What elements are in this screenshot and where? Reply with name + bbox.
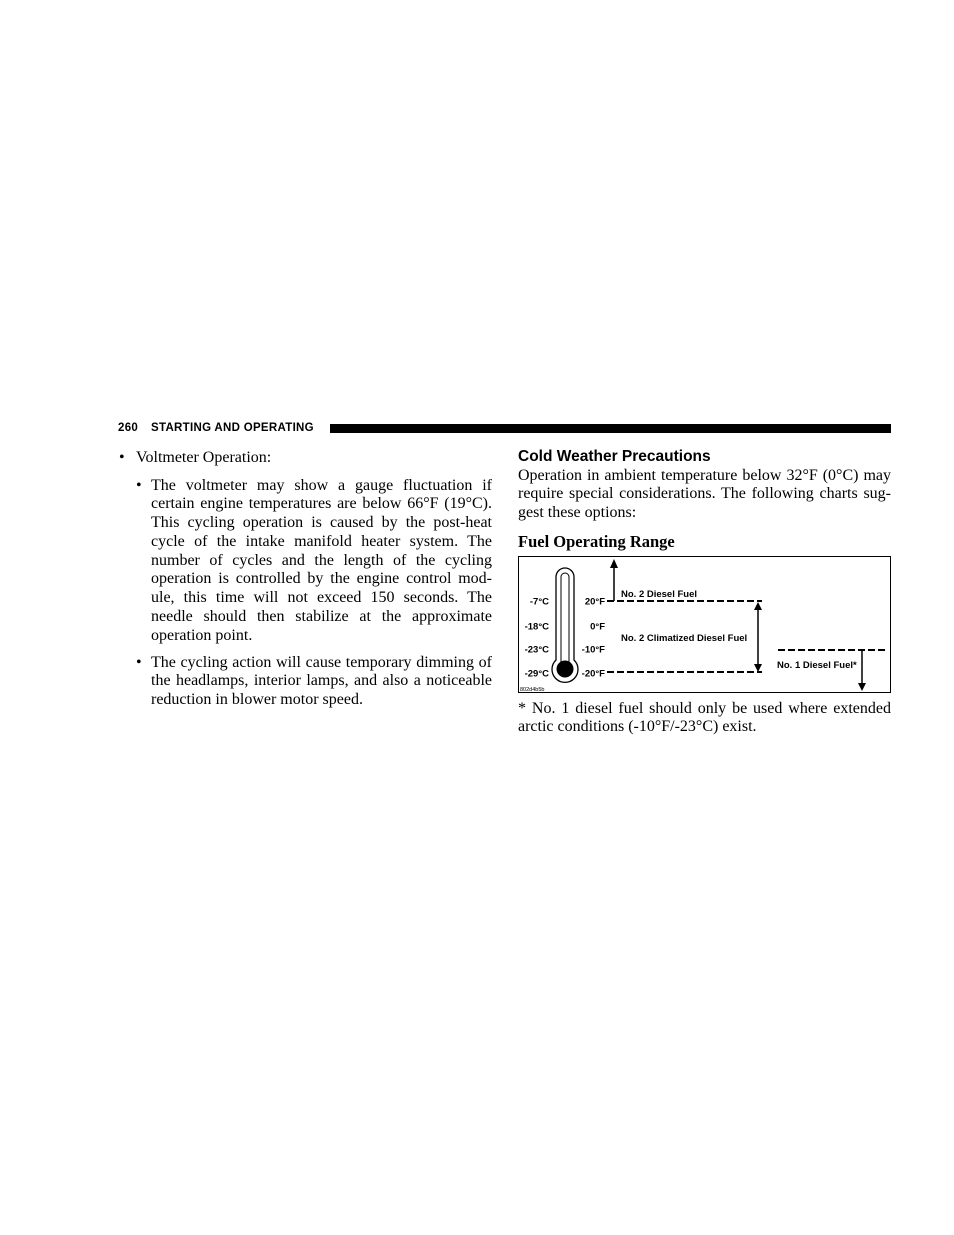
body-text-line: certain engine temperatures are below 66°F (19°C). bbox=[151, 495, 492, 513]
sub-bullet-marker: • bbox=[136, 653, 142, 671]
body-text-line: the headlamps, interior lamps, and also a noticeable bbox=[151, 672, 492, 690]
fuel-no2-climatized-label: No. 2 Climatized Diesel Fuel bbox=[621, 633, 748, 644]
fahrenheit-label: 0°F bbox=[590, 621, 605, 633]
fuel-no2-label: No. 2 Diesel Fuel bbox=[621, 589, 698, 600]
subheading: Fuel Operating Range bbox=[518, 532, 675, 551]
celsius-label: -18°C bbox=[524, 621, 549, 633]
fuel-no1-label: No. 1 Diesel Fuel* bbox=[777, 660, 857, 671]
body-text-line: Operation in ambient temperature below 32°F (0°C) may bbox=[518, 466, 891, 484]
bullet-voltmeter-operation: Voltmeter Operation: bbox=[136, 449, 272, 466]
celsius-label: -29°C bbox=[524, 668, 549, 680]
celsius-label: -7°C bbox=[529, 596, 549, 608]
footnote bbox=[518, 700, 891, 738]
body-text-line: arctic conditions (-10°F/-23°C) exist. bbox=[518, 718, 757, 736]
voltmeter-fluctuation-paragraph bbox=[151, 477, 492, 646]
figure-code: 802d4b5b bbox=[520, 687, 545, 693]
header-rule bbox=[330, 424, 891, 433]
celsius-label: -23°C bbox=[524, 644, 549, 656]
sub-bullet-marker: • bbox=[136, 476, 142, 494]
body-text-line: This cycling operation is caused by the post-heat bbox=[151, 514, 492, 532]
fahrenheit-label: -20°F bbox=[581, 668, 605, 680]
intro-paragraph bbox=[518, 467, 891, 523]
section-title: STARTING AND OPERATING bbox=[151, 422, 314, 434]
cycling-dimming-paragraph bbox=[151, 654, 492, 710]
body-text-line: cycle of the intake manifold heater system. The bbox=[151, 532, 492, 550]
fuel-operating-range-diagram bbox=[518, 556, 891, 693]
body-text-line: require special considerations. The following charts sug- bbox=[518, 485, 891, 503]
body-text-line: * No. 1 diesel fuel should only be used where extended bbox=[518, 699, 891, 717]
body-text-line: gest these options: bbox=[518, 504, 637, 522]
body-text-line: reduction in blower motor speed. bbox=[151, 691, 363, 709]
body-text-line: ule, this time will not exceed 150 seconds. The bbox=[151, 589, 492, 607]
page-number: 260 bbox=[118, 422, 139, 434]
bullet-marker: • bbox=[119, 449, 125, 466]
diagram-svg bbox=[518, 556, 891, 693]
section-heading: Cold Weather Precautions bbox=[518, 448, 711, 465]
fahrenheit-label: 20°F bbox=[584, 596, 605, 608]
fahrenheit-label: -10°F bbox=[581, 644, 605, 656]
body-text-line: needle should then stabilize at the approximate bbox=[151, 607, 492, 625]
body-text-line: operation is controlled by the engine control mod- bbox=[151, 570, 492, 588]
body-text-line: The cycling action will cause temporary dimming of bbox=[151, 653, 492, 671]
thermometer-icon bbox=[552, 568, 578, 682]
body-text-line: number of cycles and the length of the cycling bbox=[151, 551, 492, 569]
body-text-line: The voltmeter may show a gauge fluctuation if bbox=[151, 476, 492, 494]
body-text-line: operation point. bbox=[151, 626, 253, 644]
